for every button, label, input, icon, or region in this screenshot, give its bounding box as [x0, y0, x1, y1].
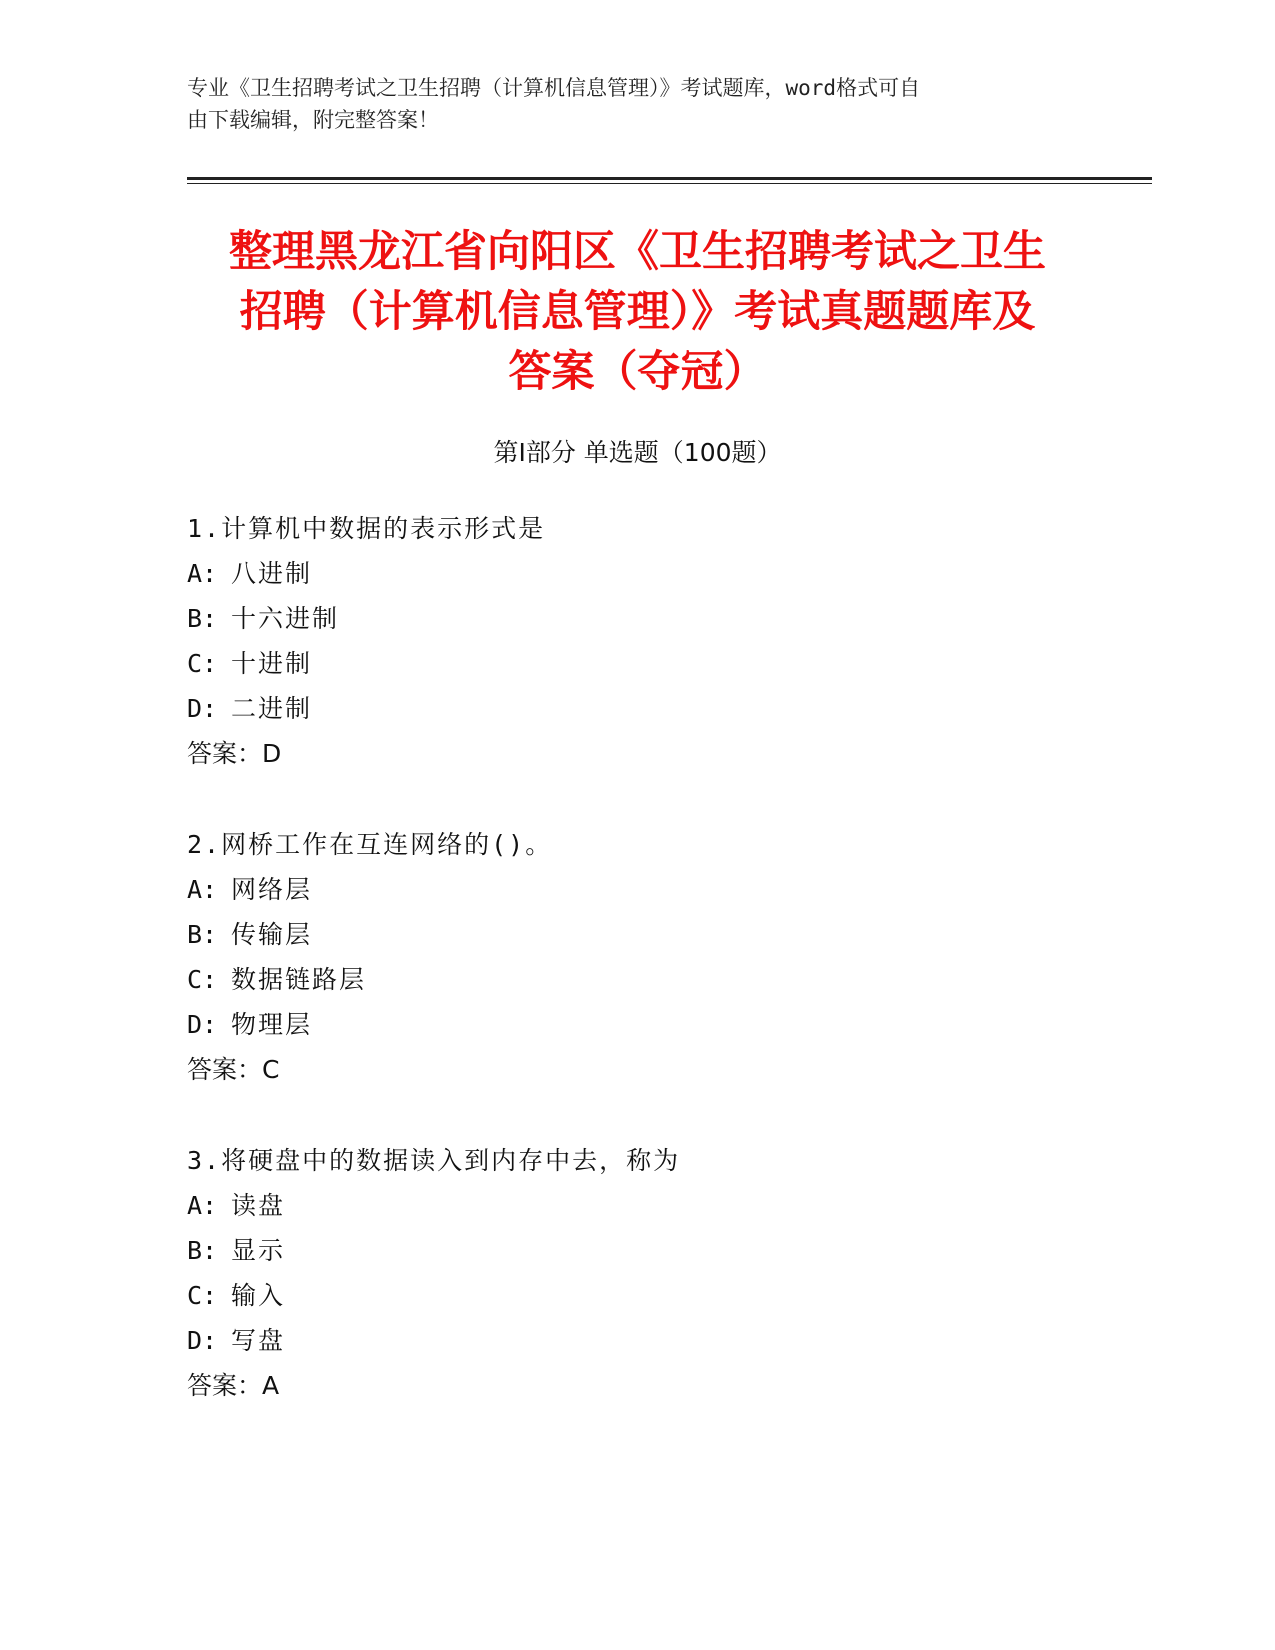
header-note-line-1: 专业《卫生招聘考试之卫生招聘（计算机信息管理）》考试题库，word格式可自 [187, 76, 921, 100]
document-title-line-1: 整理黑龙江省向阳区《卫生招聘考试之卫生 [229, 227, 1046, 277]
option-letter: A: [187, 1191, 218, 1220]
option-letter: C: [187, 965, 218, 994]
option-text: 数据链路层 [231, 965, 367, 994]
question-option-b [187, 1228, 1087, 1273]
option-letter: D: [187, 1326, 218, 1355]
option-letter: B: [187, 920, 218, 949]
option-letter: A: [187, 559, 218, 588]
question-option-d [187, 1318, 1087, 1363]
option-text: 八进制 [231, 559, 313, 588]
question-stem: 2.网桥工作在互连网络的()。 [187, 830, 553, 859]
option-letter: D: [187, 1010, 218, 1039]
question-option-b [187, 912, 1087, 957]
question-answer: 答案：D [187, 739, 282, 768]
option-letter: D: [187, 694, 218, 723]
question-option-c [187, 1273, 1087, 1318]
document-header-note [187, 72, 1067, 136]
option-text: 二进制 [231, 694, 313, 723]
option-text: 输入 [231, 1281, 286, 1310]
question-option-a [187, 551, 1087, 596]
question-option-d [187, 1002, 1087, 1047]
option-text: 物理层 [231, 1010, 313, 1039]
header-divider-thick [187, 177, 1152, 180]
option-text: 网络层 [231, 875, 313, 904]
question-option-c [187, 641, 1087, 686]
question-option-c [187, 957, 1087, 1002]
question-option-d [187, 686, 1087, 731]
option-letter: C: [187, 649, 218, 678]
question-answer: 答案：C [187, 1055, 280, 1084]
option-letter: C: [187, 1281, 218, 1310]
option-text: 读盘 [231, 1191, 286, 1220]
question-3 [187, 1138, 1087, 1408]
option-letter: B: [187, 1236, 218, 1265]
question-stem: 1.计算机中数据的表示形式是 [187, 514, 546, 543]
option-letter: B: [187, 604, 218, 633]
question-option-a [187, 1183, 1087, 1228]
question-option-a [187, 867, 1087, 912]
option-text: 传输层 [231, 920, 313, 949]
header-divider-thin [187, 183, 1152, 184]
question-stem: 3.将硬盘中的数据读入到内存中去，称为 [187, 1146, 681, 1175]
option-text: 十六进制 [231, 604, 340, 633]
option-text: 显示 [231, 1236, 286, 1265]
document-title [150, 222, 1125, 402]
header-note-line-2: 由下载编辑，附完整答案！ [187, 108, 439, 132]
option-letter: A: [187, 875, 218, 904]
document-title-line-3: 答案（夺冠） [508, 347, 767, 397]
question-1 [187, 506, 1087, 776]
document-title-line-2: 招聘（计算机信息管理）》考试真题题库及 [239, 287, 1036, 337]
question-option-b [187, 596, 1087, 641]
question-answer: 答案：A [187, 1371, 280, 1400]
section-heading: 第Ⅰ部分 单选题（100题） [493, 438, 782, 467]
option-text: 十进制 [231, 649, 313, 678]
option-text: 写盘 [231, 1326, 286, 1355]
question-2 [187, 822, 1087, 1092]
